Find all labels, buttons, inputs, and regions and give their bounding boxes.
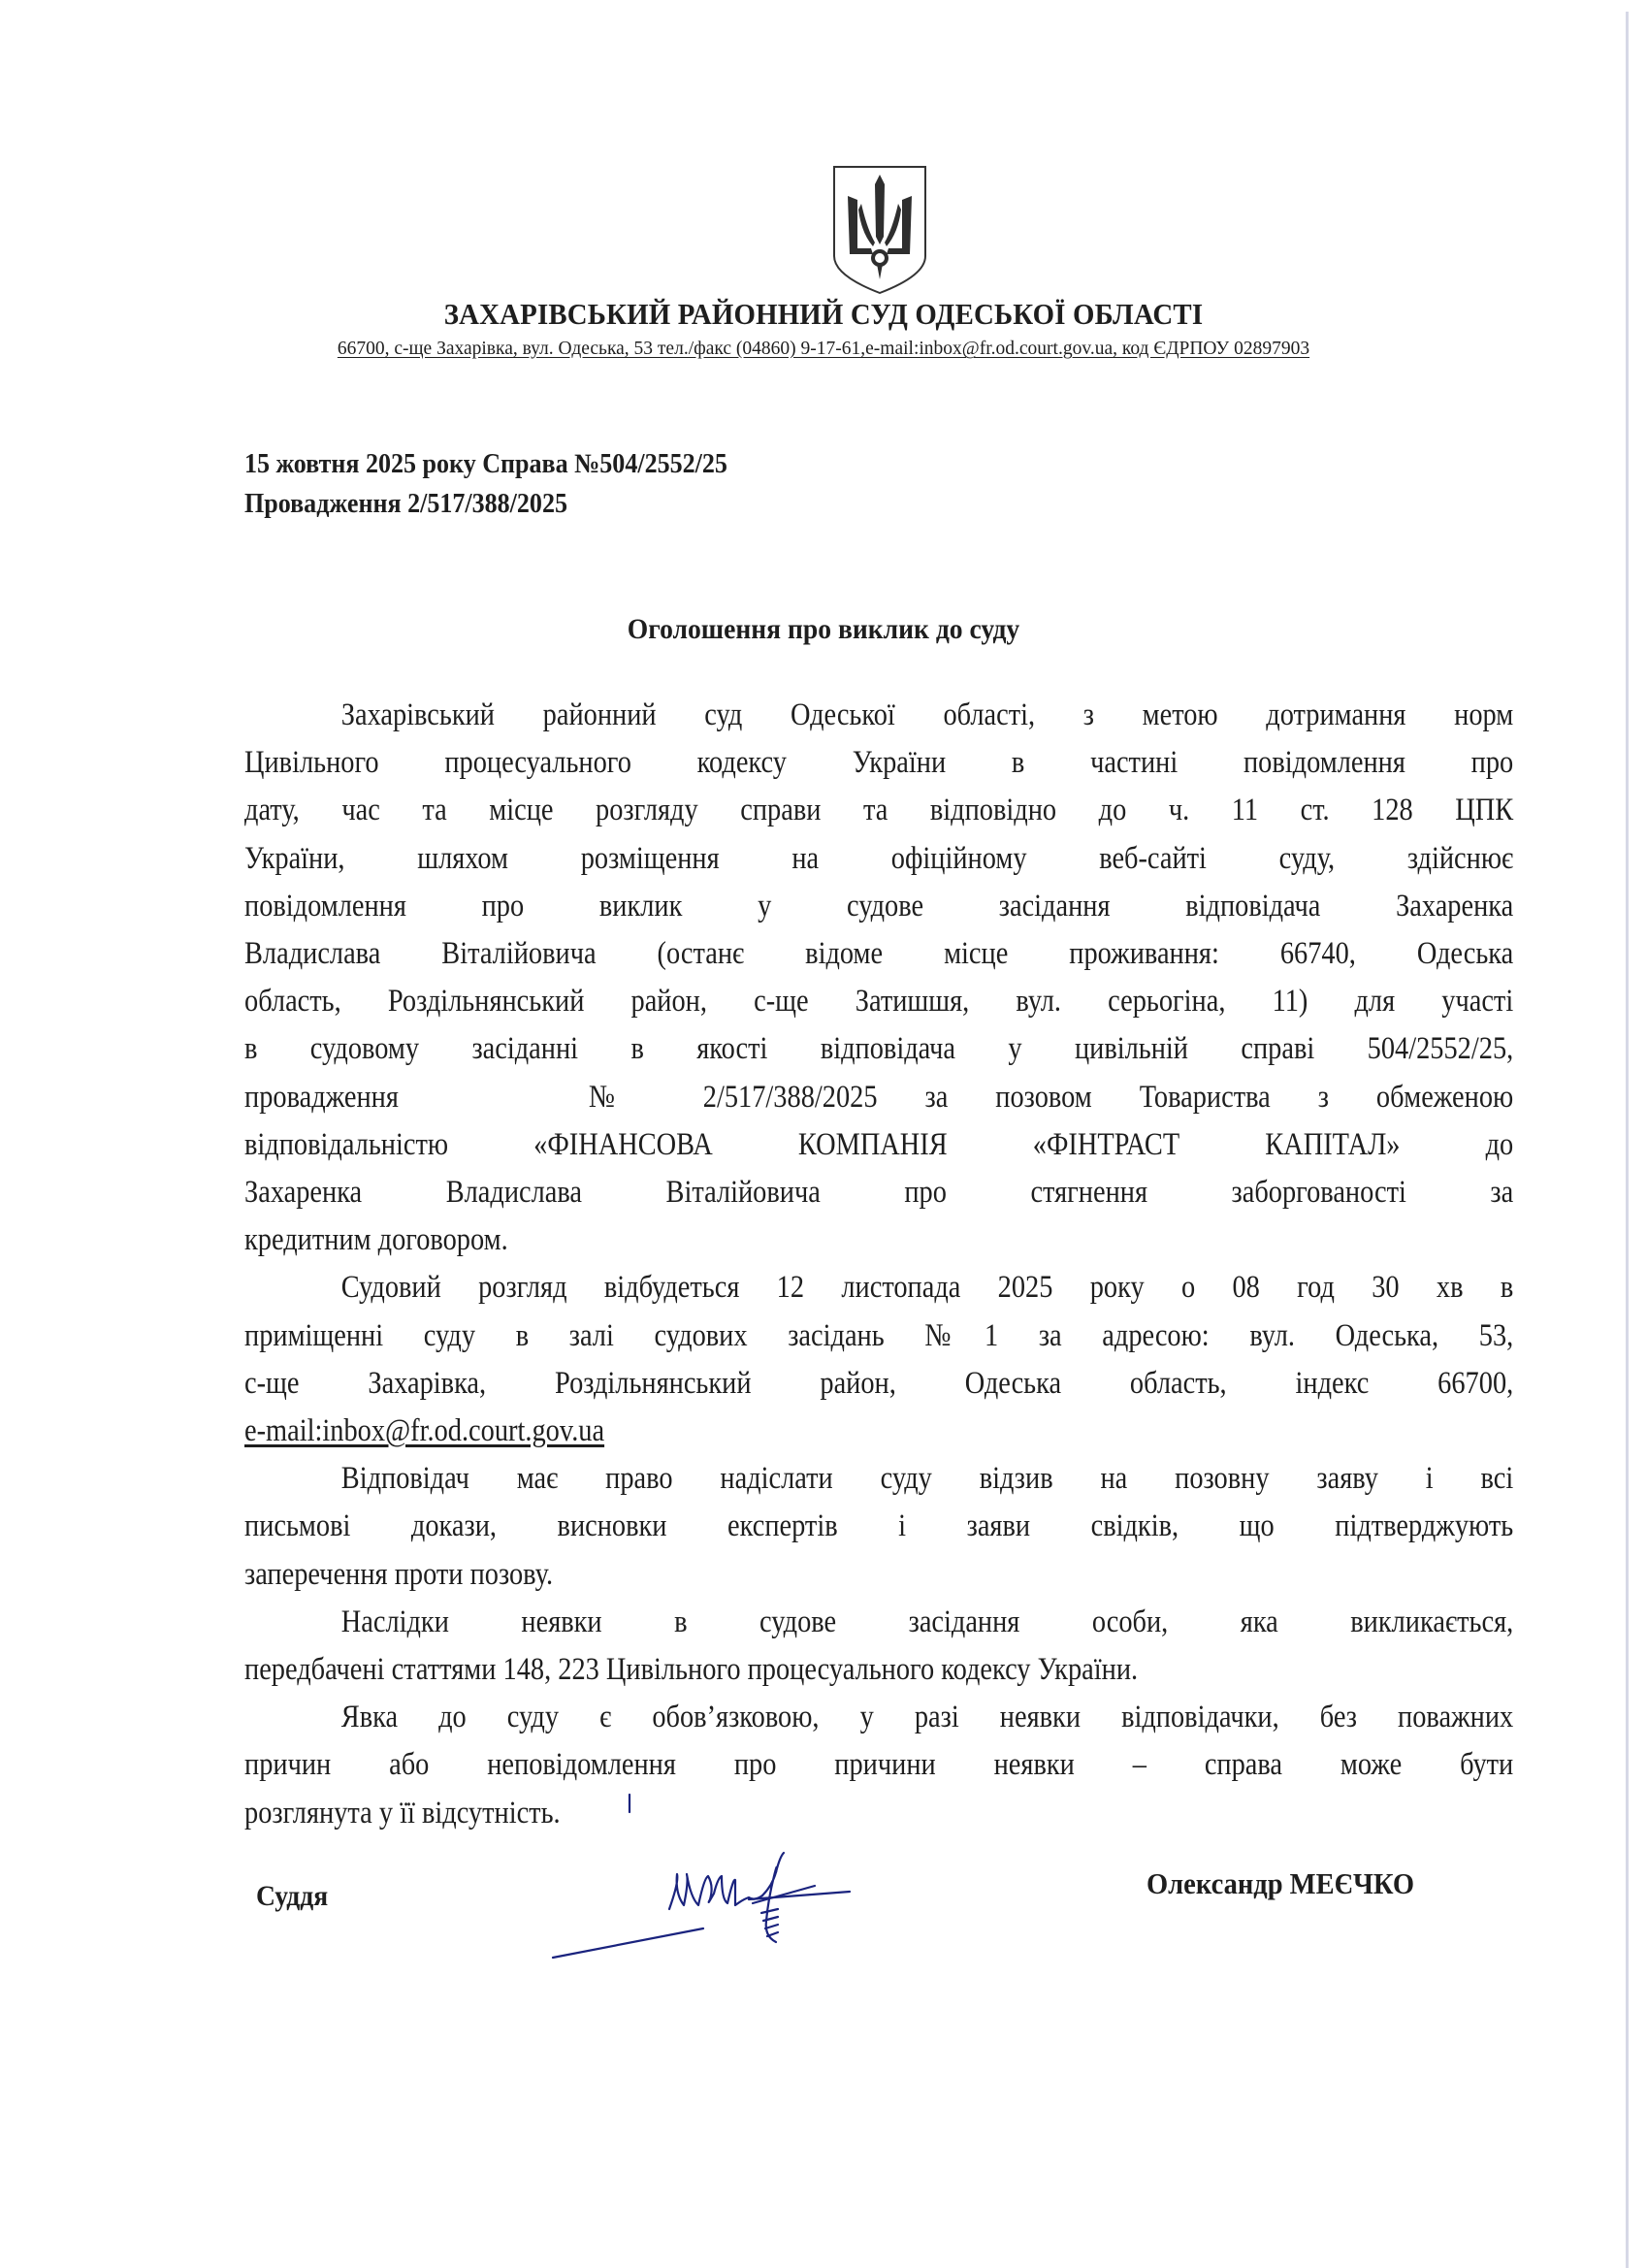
- text-line: провадження № 2/517/388/2025 за позовом Товариства з обмеженою: [244, 1079, 1514, 1115]
- court-email-link[interactable]: e-mail:inbox@fr.od.court.gov.ua: [244, 1413, 605, 1449]
- text-line: дату, час та місце розгляду справи та відповідно до ч. 11 ст. 128 ЦПК: [244, 793, 1514, 828]
- text-line: України, шляхом розміщення на офіційному веб-сайті суду, здійснює: [244, 840, 1514, 876]
- coat-of-arms-icon: [826, 161, 933, 297]
- text-line: передбачені статтями 148, 223 Цивільного процесуального кодексу України.: [244, 1652, 1139, 1688]
- text-line: Захаренка Владислава Віталійовича про стягнення заборгованості за: [244, 1175, 1514, 1211]
- text-line: область, Роздільнянський район, с-ще Затишшя, вул. серьогіна, 11) для участі: [244, 984, 1514, 1020]
- paragraph-rights: [244, 1455, 1513, 1599]
- text-line: причин або неповідомлення про причини неявки – справа може бути: [244, 1747, 1514, 1783]
- court-name: ЗАХАРІВСЬКИЙ РАЙОННИЙ СУД ОДЕСЬКОЇ ОБЛАСТІ: [443, 297, 1204, 331]
- text-line: Явка до суду є обов’язковою, у разі неявки відповідачки, без поважних: [340, 1700, 1514, 1735]
- text-line: письмові докази, висновки експертів і заяви свідків, що підтверджують: [244, 1508, 1514, 1544]
- handwritten-signature-icon: [524, 1785, 941, 1960]
- notice-body: [244, 692, 1513, 1837]
- signatory-role: Суддя: [256, 1880, 329, 1912]
- text-line: Судовий розгляд відбудеться 12 листопада 2025 року о 08 год 30 хв в: [340, 1270, 1514, 1306]
- court-address: 66700, с-ще Захарівка, вул. Одеська, 53 тел./факс (04860) 9-17-61,e-mail:inbox@fr.od.court.gov.ua, код ЄДРПОУ 02897903: [337, 339, 1310, 359]
- text-line: в судовому засіданні в якості відповідача у цивільній справі 504/2552/25,: [244, 1031, 1514, 1067]
- paragraph-hearing: [244, 1264, 1513, 1455]
- text-line: заперечення проти позову.: [244, 1556, 554, 1592]
- text-line: с-ще Захарівка, Роздільнянський район, Одеська область, індекс 66700,: [244, 1365, 1514, 1401]
- text-line: Захарівський районний суд Одеської області, з метою дотримання норм: [340, 697, 1514, 732]
- text-line: кредитним договором.: [244, 1222, 508, 1258]
- text-line: Владислава Віталійовича (останє відоме місце проживання: 66740, Одеська: [244, 936, 1514, 972]
- text-line: приміщенні суду в залі судових засідань №1 за адресою: вул. Одеська, 53,: [244, 1317, 1514, 1353]
- text-line: Наслідки неявки в судове засідання особи, яка викликається,: [340, 1604, 1514, 1639]
- case-info: [244, 444, 727, 524]
- notice-title: Оголошення про виклик до суду: [627, 613, 1020, 645]
- judge-name: Олександр МЕЄЧКО: [1146, 1866, 1415, 1900]
- text-line: повідомлення про виклик у судове засідання відповідача Захаренка: [244, 888, 1514, 923]
- paragraph-consequences: [244, 1599, 1513, 1694]
- text-line: Відповідач має право надіслати суду відзив на позовну заяву і всі: [340, 1461, 1514, 1497]
- text-line: відповідальністю «ФІНАНСОВА КОМПАНІЯ «ФІНТРАСТ КАПІТАЛ» до: [244, 1126, 1514, 1162]
- proceeding-number: Провадження 2/517/388/2025: [244, 489, 567, 519]
- text-line: розглянута у її відсутність.: [244, 1795, 561, 1831]
- text-line: Цивільного процесуального кодексу України в частині повідомлення про: [244, 745, 1514, 781]
- case-date-number: 15 жовтня 2025 року Справа №504/2552/25: [244, 449, 727, 479]
- paragraph-summons: [244, 692, 1513, 1264]
